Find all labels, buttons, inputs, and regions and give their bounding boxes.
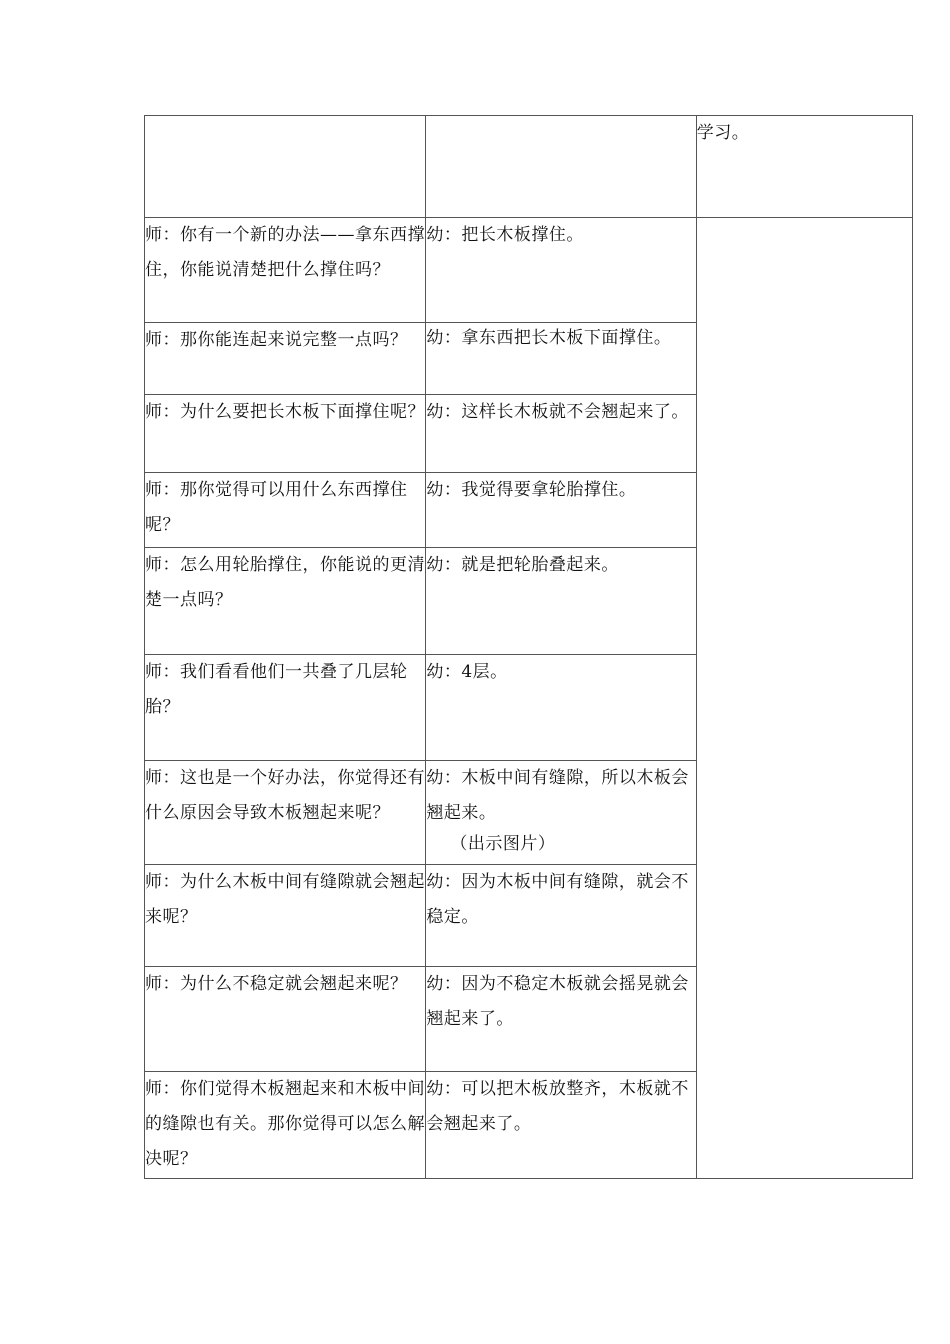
teacher-line: 师：那你觉得可以用什么东西撑住呢？ xyxy=(145,473,426,548)
teacher-line: 师：为什么木板中间有缝隙就会翘起来呢？ xyxy=(145,865,426,967)
table-row xyxy=(145,218,913,323)
teacher-line: 师：那你能连起来说完整一点吗？ xyxy=(145,323,426,395)
child-line: 幼：把长木板撑住。 xyxy=(426,218,696,323)
child-line-text: 幼：拿东西把长木板下面撑住。 xyxy=(426,328,672,348)
child-line: 幼：4层。 xyxy=(426,655,696,761)
child-line: 幼：这样长木板就不会翘起来了。 xyxy=(426,395,696,473)
table-row xyxy=(145,116,913,218)
teacher-line: 师：你们觉得木板翘起来和木板中间的缝隙也有关。那你觉得可以怎么解决呢？ xyxy=(145,1072,426,1179)
reflection-cell: 学习。 xyxy=(696,116,912,218)
lesson-dialogue-table xyxy=(144,115,913,1179)
teacher-line: 师：为什么不稳定就会翘起来呢？ xyxy=(145,967,426,1072)
teacher-line: 师：为什么要把长木板下面撑住呢？ xyxy=(145,395,426,473)
teacher-line: 师：你有一个新的办法——拿东西撑住，你能说清楚把什么撑住吗？ xyxy=(145,218,426,323)
child-line: 幼：我觉得要拿轮胎撑住。 xyxy=(426,473,696,548)
notes-cell xyxy=(696,218,912,1179)
empty-cell xyxy=(426,116,696,218)
child-line xyxy=(426,761,696,865)
teacher-line: 师：怎么用轮胎撑住，你能说的更清楚一点吗？ xyxy=(145,548,426,655)
child-line: 幼：因为木板中间有缝隙，就会不稳定。 xyxy=(426,865,696,967)
child-line: 幼：因为不稳定木板就会摇晃就会翘起来了。 xyxy=(426,967,696,1072)
stage-note: （出示图片） xyxy=(450,834,556,854)
empty-cell xyxy=(145,116,426,218)
child-line-text: 幼：木板中间有缝隙，所以木板会翘起来。 xyxy=(426,768,689,823)
child-line: 幼：就是把轮胎叠起来。 xyxy=(426,548,696,655)
teacher-line: 师：我们看看他们一共叠了几层轮胎？ xyxy=(145,655,426,761)
child-line xyxy=(426,323,696,395)
child-line: 幼：可以把木板放整齐，木板就不会翘起来了。 xyxy=(426,1072,696,1179)
teacher-line: 师：这也是一个好办法，你觉得还有什么原因会导致木板翘起来呢？ xyxy=(145,761,426,865)
